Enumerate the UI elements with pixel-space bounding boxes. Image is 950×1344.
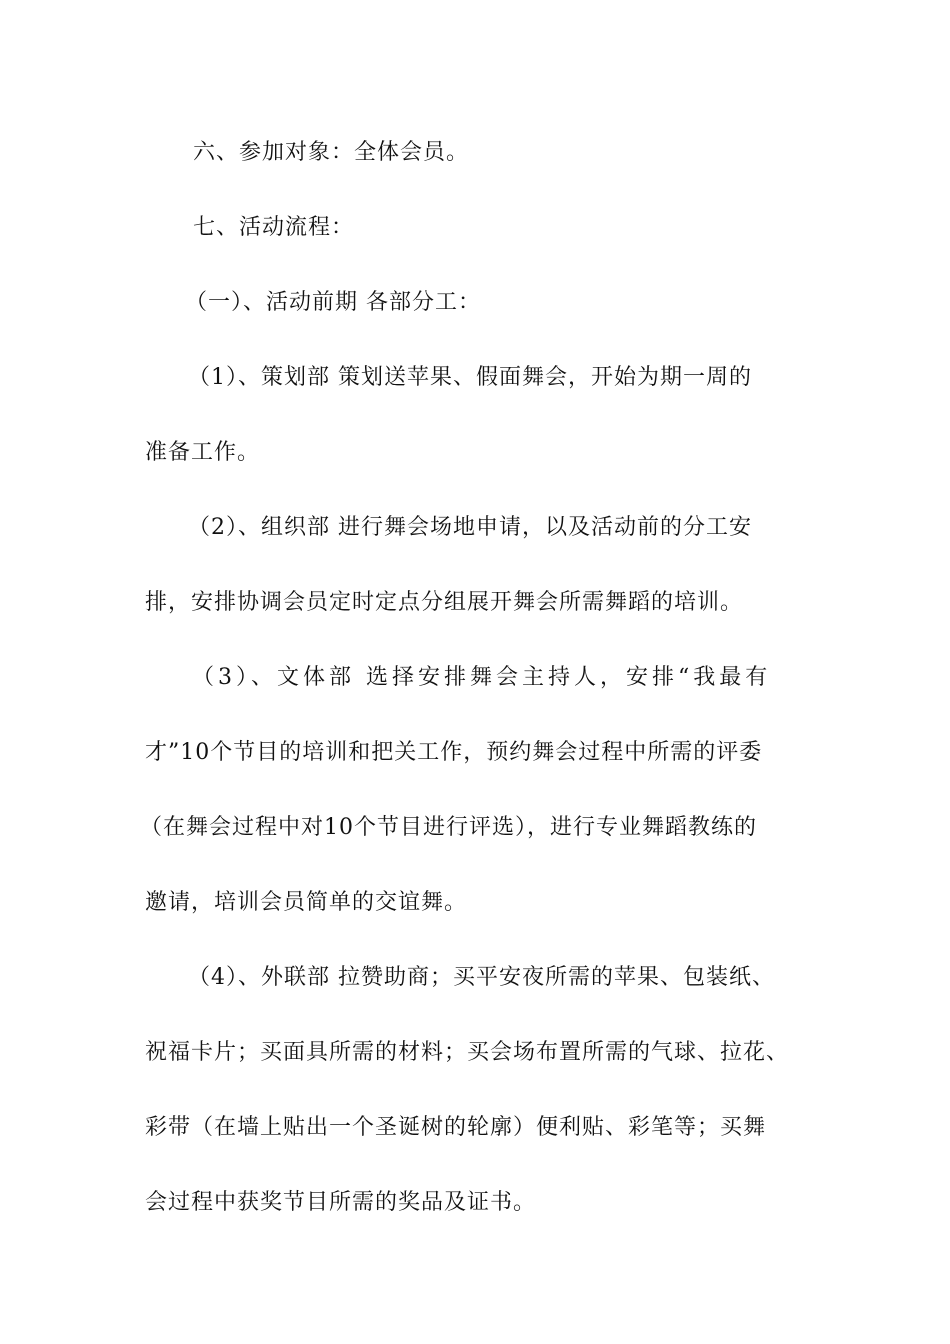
paragraph-line: （3）、文体部 选择安排舞会主持人，安排“我最有 (192, 665, 772, 690)
paragraph-line: 排，安排协调会员定时定点分组展开舞会所需舞蹈的培训。 (145, 590, 744, 615)
subsection-heading-pre-activity: （一）、活动前期 各部分工： (185, 290, 481, 315)
paragraph-line: （4）、外联部 拉赞助商；买平安夜所需的苹果、包装纸、 (188, 965, 775, 990)
paragraph-line: 才”10个节目的培训和把关工作，预约舞会过程中所需的评委 (145, 740, 763, 765)
paragraph-line: （2）、组织部 进行舞会场地申请，以及活动前的分工安 (188, 515, 752, 540)
paragraph-line: 会过程中获奖节目所需的奖品及证书。 (145, 1190, 537, 1215)
paragraph-line: 邀请，培训会员简单的交谊舞。 (145, 890, 468, 915)
paragraph-line: 彩带（在墙上贴出一个圣诞树的轮廓）便利贴、彩笔等；买舞 (145, 1115, 767, 1140)
section-heading-activity-flow: 七、活动流程： (193, 215, 355, 240)
paragraph-line: 准备工作。 (145, 440, 261, 465)
paragraph-line: 祝福卡片；买面具所需的材料；买会场布置所需的气球、拉花、 (145, 1040, 790, 1065)
section-heading-participants: 六、参加对象：全体会员。 (193, 140, 470, 165)
paragraph-line: （1）、策划部 策划送苹果、假面舞会，开始为期一周的 (188, 365, 752, 390)
paragraph-line: （在舞会过程中对10个节目进行评选），进行专业舞蹈教练的 (140, 815, 757, 840)
